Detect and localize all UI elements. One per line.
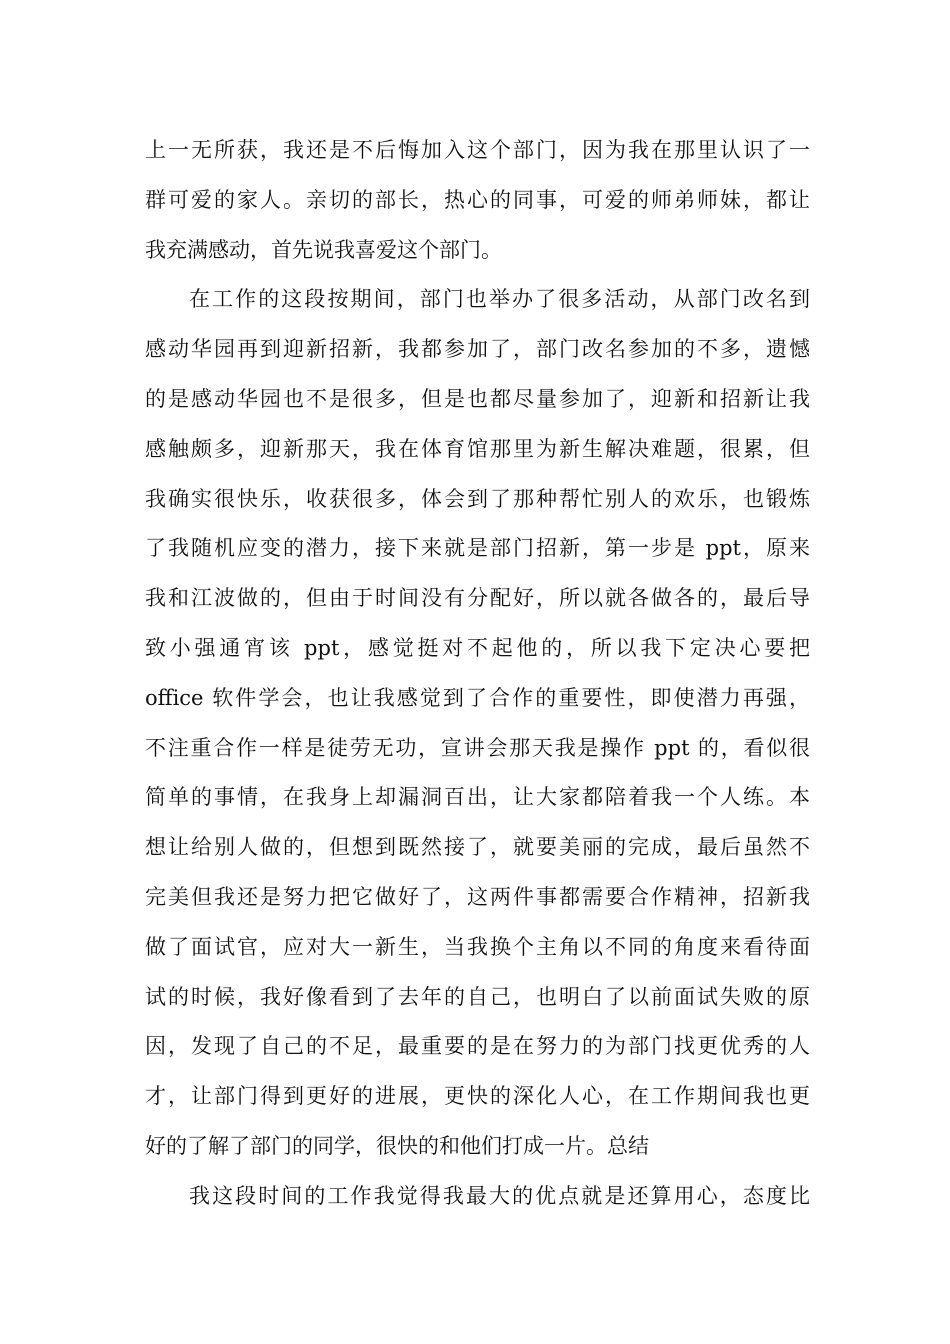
text-line: 上一无所获，我还是不后悔加入这个部门，因为我在那里认识了一 [145,138,810,162]
text-line: 试的时候，我好像看到了去年的自己，也明白了以前面试失败的原 [145,984,810,1009]
text-line: 简单的事情，在我身上却漏洞百出，让大家都陪着我一个人练。本 [145,785,810,810]
text-line: 好的了解了部门的同学，很快的和他们打成一片。总结 [145,1133,649,1158]
body-text [145,126,810,1222]
text-line: 了我随机应变的潜力，接下来就是部门招新，第一步是 ppt，原来 [145,536,810,561]
text-line: 想让给别人做的，但想到既然接了，就要美丽的完成，最后虽然不 [145,835,810,860]
text-line: 感动华园再到迎新招新，我都参加了，部门改名参加的不多，遗憾 [145,337,810,362]
text-line: 在工作的这段按期间，部门也举办了很多活动，从部门改名到 [189,287,810,312]
text-line: 我和江波做的，但由于时间没有分配好，所以就各做各的，最后导 [145,586,810,611]
text-line: 群可爱的家人。亲切的部长，热心的同事，可爱的师弟师妹，都让 [145,187,810,212]
text-line: 我充满感动，首先说我喜爱这个部门。 [145,237,502,262]
text-line: 才，让部门得到更好的进展，更快的深化人心，在工作期间我也更 [145,1084,810,1109]
text-line: 感触颇多，迎新那天，我在体育馆那里为新生解决难题，很累，但 [145,436,810,461]
text-line: 因，发现了自己的不足，最重要的是在努力的为部门找更优秀的人 [145,1034,810,1059]
text-line: 的是感动华园也不是很多，但是也都尽量参加了，迎新和招新让我 [145,386,810,411]
text-line: 完美但我还是努力把它做好了，这两件事都需要合作精神，招新我 [145,884,810,909]
text-line: 致小强通宵该 ppt，感觉挺对不起他的，所以我下定决心要把 [145,635,810,660]
text-line: 做了面试官，应对大一新生，当我换个主角以不同的角度来看待面 [145,934,810,959]
text-line: 不注重合作一样是徒劳无功，宣讲会那天我是操作 ppt 的，看似很 [145,735,810,760]
text-line: 我确实很快乐，收获很多，体会到了那种帮忙别人的欢乐，也锻炼 [145,486,810,511]
text-line: 我这段时间的工作我觉得我最大的优点就是还算用心，态度比 [189,1183,810,1208]
text-line: office 软件学会，也让我感觉到了合作的重要性，即使潜力再强， [145,685,810,710]
